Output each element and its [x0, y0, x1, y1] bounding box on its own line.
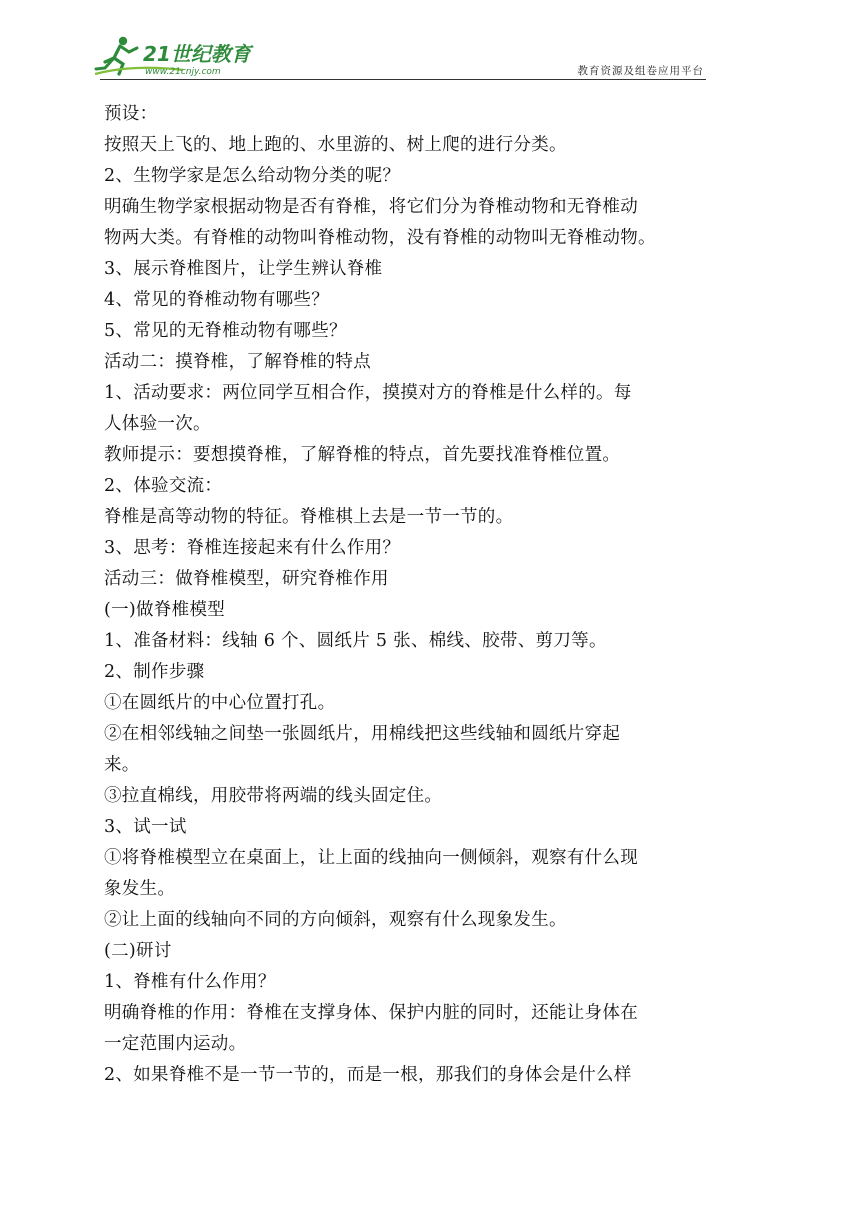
text-line: 预设： — [104, 104, 158, 124]
running-figure-icon — [93, 34, 268, 80]
section-heading: 活动二：摸脊椎，了解脊椎的特点 — [104, 352, 371, 372]
text-line: 1、脊椎有什么作用？ — [104, 972, 276, 992]
subsection-heading: (一)做脊椎模型 — [104, 600, 226, 620]
text-line: 脊椎是高等动物的特征。脊椎棋上去是一节一节的。 — [104, 507, 514, 527]
text-line: 一定范围内运动。 — [104, 1034, 247, 1054]
text-line: 物两大类。有脊椎的动物叫脊椎动物，没有脊椎的动物叫无脊椎动物。 — [104, 228, 656, 248]
text-line: ②在相邻线轴之间垫一张圆纸片，用棉线把这些线轴和圆纸片穿起 — [104, 724, 621, 744]
document-body — [104, 99, 714, 1091]
text-line: 4、常见的脊椎动物有哪些？ — [104, 290, 330, 310]
page-header — [0, 0, 860, 86]
text-line: 2、如果脊椎不是一节一节的，而是一根，那我们的身体会是什么样 — [104, 1065, 632, 1085]
text-line: 象发生。 — [104, 879, 176, 899]
text-line: 1、准备材料：线轴 6 个、圆纸片 5 张、棉线、胶带、剪刀等。 — [104, 631, 607, 651]
text-line: 3、展示脊椎图片，让学生辨认脊椎 — [104, 259, 383, 279]
text-line: 3、试一试 — [104, 817, 187, 837]
text-line: 教师提示：要想摸脊椎，了解脊椎的特点，首先要找准脊椎位置。 — [104, 445, 621, 465]
text-line: 明确脊椎的作用：脊椎在支撑身体、保护内脏的同时，还能让身体在 — [104, 1003, 638, 1023]
text-line: 人体验一次。 — [104, 414, 211, 434]
text-line: ①将脊椎模型立在桌面上，让上面的线抽向一侧倾斜，观察有什么现 — [104, 848, 638, 868]
text-line: 2、体验交流： — [104, 476, 223, 496]
text-line: ③拉直棉线，用胶带将两端的线头固定住。 — [104, 786, 443, 806]
text-line: 5、常见的无脊椎动物有哪些？ — [104, 321, 347, 341]
text-line: 来。 — [104, 755, 140, 775]
header-divider — [100, 79, 706, 80]
logo-text: 21世纪教育 — [143, 42, 251, 66]
logo-url: www.21cnjy.com — [145, 67, 221, 77]
text-line: 3、思考：脊椎连接起来有什么作用？ — [104, 538, 401, 558]
platform-tagline: 教育资源及组卷应用平台 — [577, 65, 704, 77]
text-line: 1、活动要求：两位同学互相合作，摸摸对方的脊椎是什么样的。每 — [104, 383, 632, 403]
text-line: ①在圆纸片的中心位置打孔。 — [104, 693, 336, 713]
subsection-heading: (二)研讨 — [104, 941, 172, 961]
text-line: 明确生物学家根据动物是否有脊椎，将它们分为脊椎动物和无脊椎动 — [104, 197, 638, 217]
section-heading: 活动三：做脊椎模型，研究脊椎作用 — [104, 569, 389, 589]
site-logo[interactable] — [93, 34, 268, 80]
text-line: 2、生物学家是怎么给动物分类的呢？ — [104, 166, 401, 186]
text-line: 按照天上飞的、地上跑的、水里游的、树上爬的进行分类。 — [104, 135, 567, 155]
text-line: 2、制作步骤 — [104, 662, 205, 682]
text-line: ②让上面的线轴向不同的方向倾斜，观察有什么现象发生。 — [104, 910, 567, 930]
